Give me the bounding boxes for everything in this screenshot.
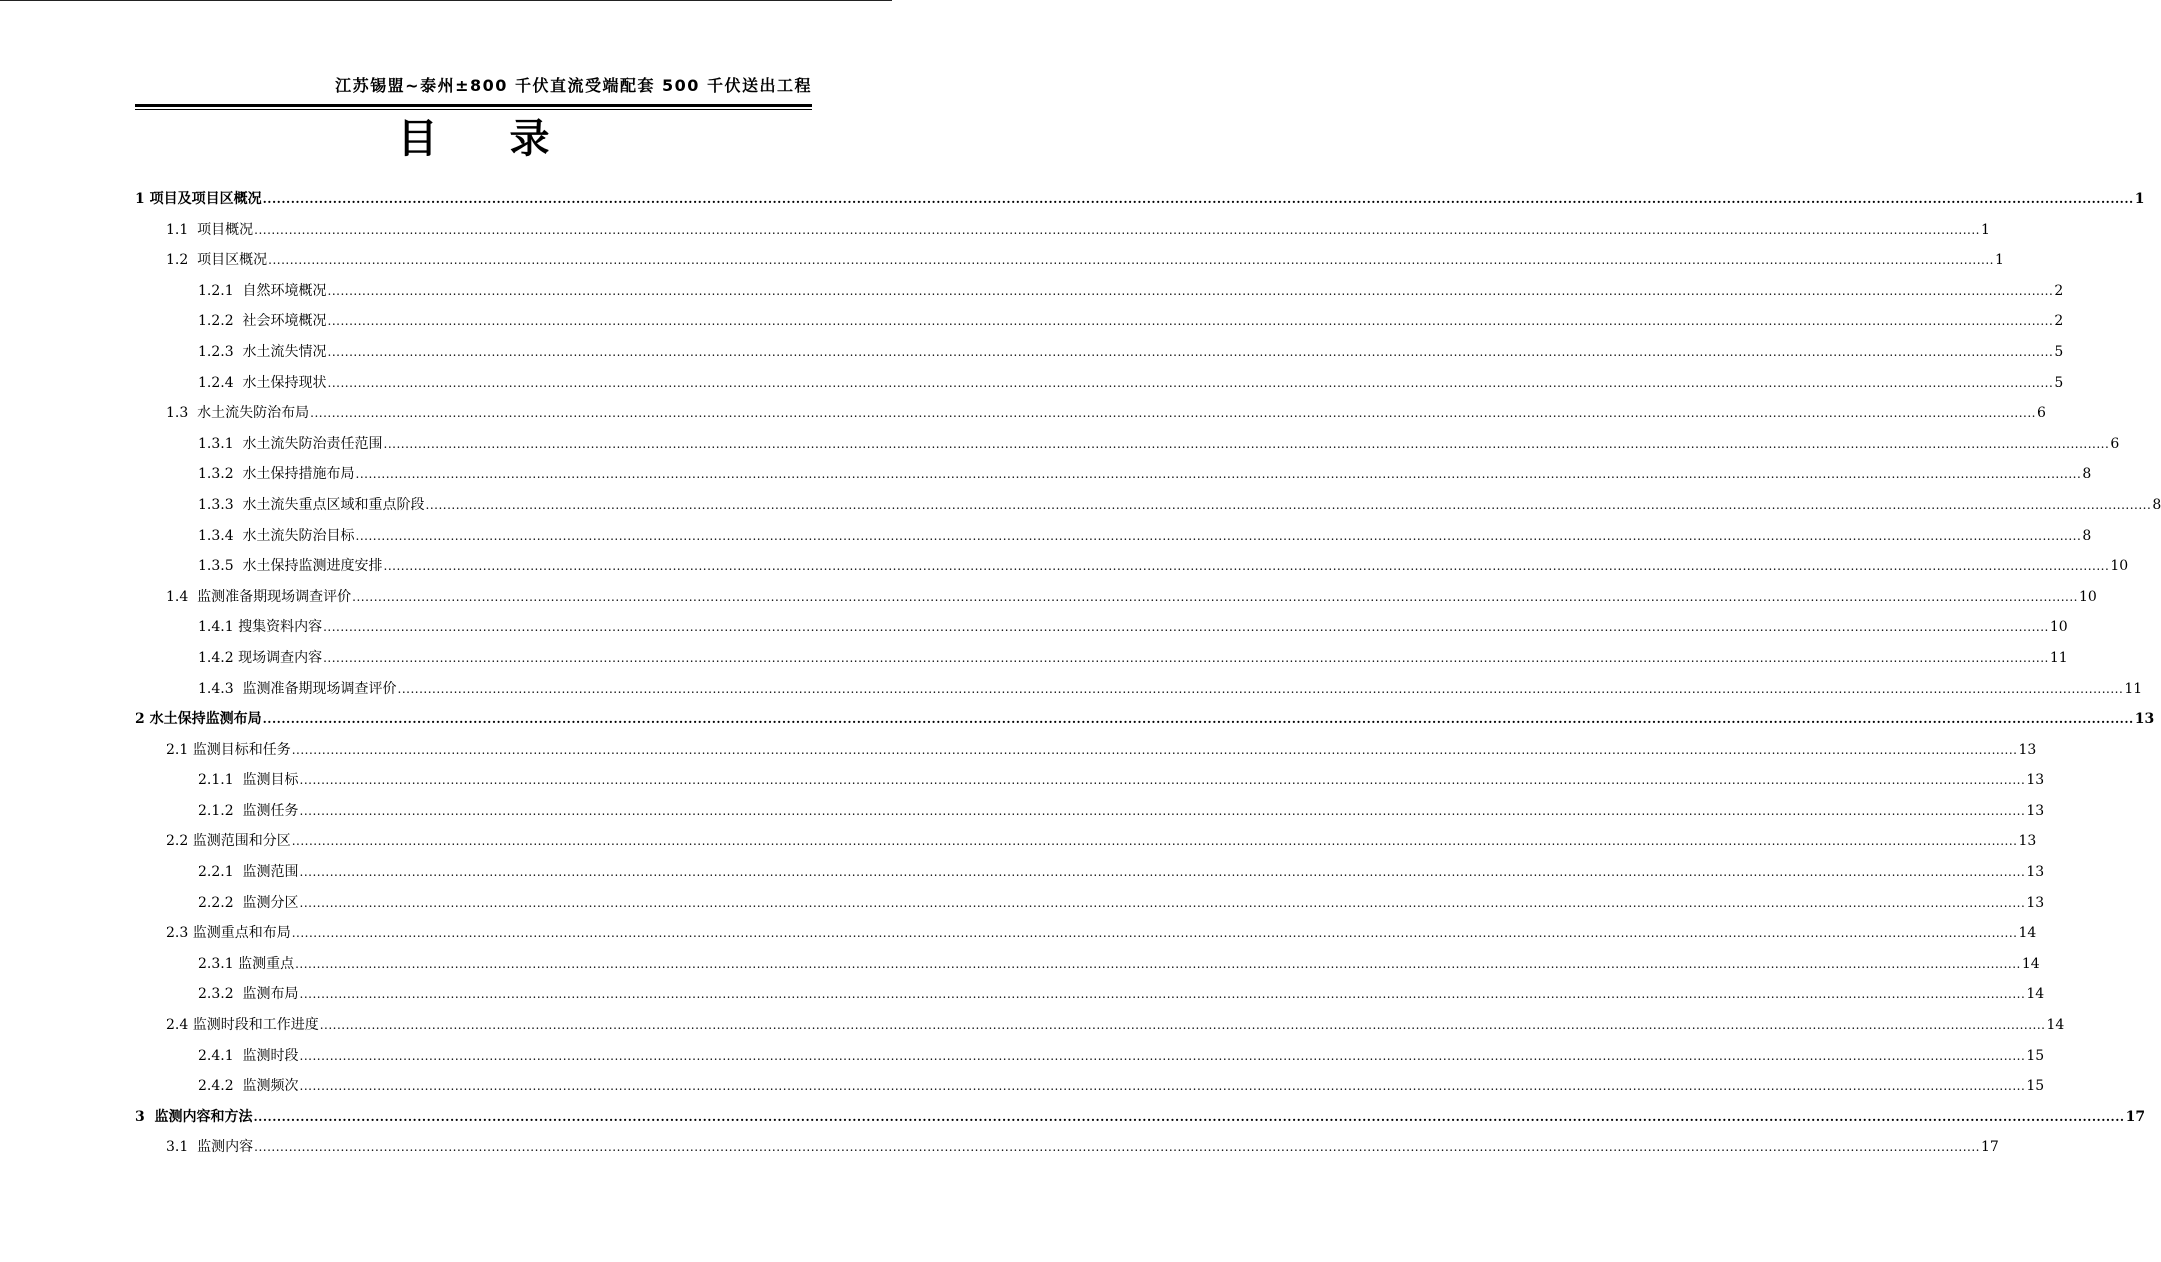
toc-entry-label: 水土流失情况	[242, 343, 327, 360]
toc-leader-dots: ................................................................................................................................................................................................................................................................................................................................................................................................................	[397, 681, 2124, 696]
toc-entry-page-number: 6	[2110, 435, 2120, 452]
toc-leader-dots: ................................................................................................................................................................................................................................................................................................................................................................................................................	[295, 956, 2021, 971]
toc-entry-separator	[234, 888, 243, 919]
toc-leader-dots: ................................................................................................................................................................................................................................................................................................................................................................................................................	[355, 528, 2082, 543]
toc-entry-label: 监测布局	[242, 986, 299, 1003]
toc-entry-separator	[188, 582, 197, 613]
toc-entry-separator	[145, 1102, 155, 1133]
toc-entry-page-number: 2	[2054, 282, 2064, 299]
toc-entry-page-number: 13	[2018, 833, 2037, 850]
toc-leader-dots: ................................................................................................................................................................................................................................................................................................................................................................................................................	[310, 406, 2036, 421]
toc-leader-dots: ................................................................................................................................................................................................................................................................................................................................................................................................................	[299, 1048, 2026, 1063]
toc-entry-separator	[188, 245, 197, 276]
toc-entry-page-number: 17	[2125, 1108, 2146, 1125]
toc-entry-label: 监测准备期现场调查评价	[242, 680, 397, 697]
toc-entry[interactable]	[135, 704, 2155, 735]
toc-leader-dots: ................................................................................................................................................................................................................................................................................................................................................................................................................	[327, 283, 2054, 298]
toc-entry-separator	[234, 521, 243, 552]
toc-entry-label: 监测范围	[242, 864, 299, 881]
toc-entry[interactable]	[135, 276, 2064, 307]
toc-entry-page-number: 14	[2018, 925, 2037, 942]
toc-leader-dots: ................................................................................................................................................................................................................................................................................................................................................................................................................	[299, 865, 2026, 880]
toc-entry-page-number: 10	[2110, 558, 2129, 575]
toc-entry-label: 监测任务	[242, 802, 299, 819]
toc-entry-page-number: 15	[2026, 1047, 2045, 1064]
toc-entry[interactable]	[135, 674, 2143, 705]
toc-leader-dots: ................................................................................................................................................................................................................................................................................................................................................................................................................	[323, 650, 2049, 665]
toc-entry-label: 水土流失防治布局	[197, 405, 310, 422]
toc-entry-label: 项目概况	[197, 221, 254, 238]
toc-entry-page-number: 11	[2124, 680, 2143, 697]
toc-entry[interactable]	[135, 398, 2046, 429]
toc-entry[interactable]	[135, 337, 2064, 368]
toc-entry-label: 社会环境概况	[242, 313, 327, 330]
toc-entry-label: 监测时段	[242, 1047, 299, 1064]
toc-entry-number: 3.1	[166, 1139, 189, 1156]
toc-leader-dots: ................................................................................................................................................................................................................................................................................................................................................................................................................	[268, 253, 1994, 268]
toc-entry-number: 2.4	[166, 1017, 189, 1034]
toc-entry-page-number: 13	[2026, 802, 2045, 819]
toc-entry-number: 1.3	[166, 405, 189, 422]
toc-entry-page-number: 13	[2026, 864, 2045, 881]
toc-entry-page-number: 13	[2026, 772, 2045, 789]
toc-entry-label: 现场调查内容	[238, 649, 323, 666]
toc-leader-dots: ................................................................................................................................................................................................................................................................................................................................................................................................................	[355, 467, 2082, 482]
toc-entry-page-number: 13	[2018, 741, 2037, 758]
toc-entry-page-number: 8	[2082, 527, 2092, 544]
toc-entry[interactable]	[135, 918, 2037, 949]
header-rule-thin	[135, 109, 812, 110]
toc-entry-page-number: 10	[2049, 619, 2068, 636]
toc-entry-separator	[188, 1132, 197, 1163]
toc-entry-number: 1.3.2	[198, 466, 234, 483]
toc-entry[interactable]	[135, 1041, 2045, 1072]
toc-entry-number: 1.3.4	[198, 527, 234, 544]
toc-entry-separator	[234, 979, 243, 1010]
toc-entry-label: 监测重点和布局	[192, 925, 291, 942]
toc-entry-page-number: 8	[2082, 466, 2092, 483]
toc-entry-separator	[234, 337, 243, 368]
toc-entry[interactable]	[135, 429, 2120, 460]
toc-leader-dots: ................................................................................................................................................................................................................................................................................................................................................................................................................	[327, 314, 2054, 329]
toc-leader-dots: ................................................................................................................................................................................................................................................................................................................................................................................................................	[253, 1109, 2125, 1124]
toc-entry[interactable]	[135, 551, 2129, 582]
toc-entry-number: 2.1	[166, 741, 189, 758]
toc-entry-label: 监测时段和工作进度	[192, 1017, 319, 1034]
toc-entry-page-number: 17	[1980, 1139, 1999, 1156]
toc-entry-page-number: 15	[2026, 1078, 2045, 1095]
toc-entry[interactable]	[135, 857, 2045, 888]
toc-leader-dots: ................................................................................................................................................................................................................................................................................................................................................................................................................	[323, 620, 2049, 635]
toc-entry-number: 1.2.2	[198, 313, 234, 330]
toc-leader-dots: ................................................................................................................................................................................................................................................................................................................................................................................................................	[291, 834, 2018, 849]
toc-leader-dots: ................................................................................................................................................................................................................................................................................................................................................................................................................	[425, 497, 2152, 512]
toc-entry-label: 监测准备期现场调查评价	[197, 588, 352, 605]
toc-leader-dots: ................................................................................................................................................................................................................................................................................................................................................................................................................	[291, 742, 2018, 757]
toc-entry-separator	[188, 215, 197, 246]
toc-entry-page-number: 1	[1980, 221, 1990, 238]
toc-entry-number: 1.2.3	[198, 343, 234, 360]
toc-entry[interactable]	[135, 245, 2004, 276]
toc-entry[interactable]	[135, 735, 2037, 766]
toc-entry-separator	[234, 796, 243, 827]
toc-entry-number: 2.3.1	[198, 955, 234, 972]
toc-leader-dots: ................................................................................................................................................................................................................................................................................................................................................................................................................	[319, 1018, 2046, 1033]
toc-entry-page-number: 14	[2026, 986, 2045, 1003]
toc-entry-page-number: 13	[2134, 711, 2155, 728]
toc-entry-number: 2.1.2	[198, 802, 234, 819]
header-rule-thick	[135, 104, 812, 107]
toc-entry-label: 水土流失防治责任范围	[242, 435, 383, 452]
toc-entry[interactable]	[135, 368, 2064, 399]
toc-entry-page-number: 5	[2054, 374, 2064, 391]
toc-entry-number: 1.4.2	[198, 649, 234, 666]
toc-entry-page-number: 14	[2046, 1017, 2065, 1034]
toc-entry-separator	[234, 276, 243, 307]
toc-entry[interactable]	[135, 1010, 2065, 1041]
toc-entry-number: 2	[135, 711, 145, 728]
toc-entry-separator	[234, 368, 243, 399]
toc-leader-dots: ................................................................................................................................................................................................................................................................................................................................................................................................................	[262, 192, 2134, 206]
toc-entry-number: 2.2.1	[198, 864, 234, 881]
toc-entry-number: 1.2.4	[198, 374, 234, 391]
toc-entry-separator	[234, 1071, 243, 1102]
toc-entry-label: 监测目标和任务	[192, 741, 291, 758]
toc-entry-label: 监测重点	[238, 955, 295, 972]
toc-entry-number: 1.3.1	[198, 435, 234, 452]
toc-entry[interactable]	[135, 490, 2161, 521]
toc-entry-separator	[234, 857, 243, 888]
toc-entry-separator	[188, 398, 197, 429]
toc-entry-page-number: 11	[2049, 649, 2068, 666]
toc-leader-dots: ................................................................................................................................................................................................................................................................................................................................................................................................................	[383, 559, 2110, 574]
toc-entry-label: 水土保持现状	[242, 374, 327, 391]
toc-entry[interactable]	[135, 826, 2037, 857]
toc-entry-label: 水土保持监测进度安排	[242, 558, 383, 575]
toc-entry[interactable]	[135, 979, 2045, 1010]
toc-entry-number: 2.4.2	[198, 1078, 234, 1095]
toc-entry-label: 项目及项目区概况	[149, 191, 262, 207]
table-of-contents	[135, 184, 2161, 1163]
page-top-border	[0, 0, 892, 1]
toc-leader-dots: ................................................................................................................................................................................................................................................................................................................................................................................................................	[291, 926, 2018, 941]
toc-entry-number: 1.4.3	[198, 680, 234, 697]
toc-leader-dots: ................................................................................................................................................................................................................................................................................................................................................................................................................	[327, 375, 2054, 390]
toc-entry-separator	[234, 490, 243, 521]
toc-entry[interactable]	[135, 215, 1990, 246]
toc-leader-dots: ................................................................................................................................................................................................................................................................................................................................................................................................................	[352, 589, 2078, 604]
toc-entry-separator	[234, 674, 243, 705]
toc-entry[interactable]	[135, 949, 2040, 980]
toc-entry-label: 水土保持监测布局	[149, 711, 262, 728]
toc-entry-number: 1.4.1	[198, 619, 234, 636]
toc-entry-number: 2.2.2	[198, 894, 234, 911]
toc-entry-page-number: 2	[2054, 313, 2064, 330]
toc-entry-number: 1.2.1	[198, 282, 234, 299]
toc-entry-number: 1.4	[166, 588, 189, 605]
toc-entry-number: 2.4.1	[198, 1047, 234, 1064]
toc-entry[interactable]	[135, 612, 2068, 643]
toc-entry[interactable]	[135, 1071, 2045, 1102]
toc-entry-separator	[234, 551, 243, 582]
toc-entry-number: 1	[135, 191, 145, 207]
toc-entry-label: 搜集资料内容	[238, 619, 323, 636]
toc-entry-label: 水土流失重点区域和重点阶段	[242, 496, 425, 513]
toc-entry-number: 1.1	[166, 221, 189, 238]
toc-entry-label: 项目区概况	[197, 252, 268, 269]
toc-entry-separator	[234, 1041, 243, 1072]
running-header: 江苏锡盟~泰州±800 千伏直流受端配套 500 千伏送出工程	[335, 76, 812, 95]
toc-leader-dots: ................................................................................................................................................................................................................................................................................................................................................................................................................	[383, 436, 2110, 451]
toc-entry-page-number: 1	[1994, 252, 2004, 269]
toc-entry[interactable]	[135, 643, 2068, 674]
toc-entry-number: 3	[135, 1108, 145, 1125]
toc-entry[interactable]	[135, 888, 2045, 919]
toc-entry[interactable]	[135, 306, 2064, 337]
toc-leader-dots: ................................................................................................................................................................................................................................................................................................................................................................................................................	[299, 895, 2026, 910]
toc-entry-label: 监测频次	[242, 1078, 299, 1095]
toc-leader-dots: ................................................................................................................................................................................................................................................................................................................................................................................................................	[299, 773, 2026, 788]
toc-entry-label: 监测内容和方法	[154, 1108, 253, 1125]
toc-entry-number: 2.2	[166, 833, 189, 850]
toc-entry-page-number: 5	[2054, 343, 2064, 360]
toc-entry[interactable]	[135, 582, 2097, 613]
toc-entry[interactable]	[135, 765, 2045, 796]
toc-leader-dots: ................................................................................................................................................................................................................................................................................................................................................................................................................	[299, 803, 2026, 818]
toc-entry[interactable]	[135, 796, 2045, 827]
toc-leader-dots: ................................................................................................................................................................................................................................................................................................................................................................................................................	[254, 1140, 1980, 1155]
toc-entry-separator	[234, 429, 243, 460]
toc-entry-label: 监测目标	[242, 772, 299, 789]
toc-entry-page-number: 6	[2036, 405, 2046, 422]
toc-entry[interactable]	[135, 184, 2145, 215]
toc-entry[interactable]	[135, 459, 2092, 490]
toc-entry-page-number: 14	[2021, 955, 2040, 972]
toc-entry-number: 1.2	[166, 252, 189, 269]
toc-entry-separator	[234, 306, 243, 337]
toc-leader-dots: ................................................................................................................................................................................................................................................................................................................................................................................................................	[254, 222, 1980, 237]
toc-entry-label: 水土流失防治目标	[242, 527, 355, 544]
toc-entry-page-number: 1	[2134, 191, 2145, 207]
toc-entry-label: 自然环境概况	[242, 282, 327, 299]
toc-entry-label: 水土保持措施布局	[242, 466, 355, 483]
toc-entry[interactable]	[135, 521, 2092, 552]
toc-leader-dots: ................................................................................................................................................................................................................................................................................................................................................................................................................	[299, 1079, 2026, 1094]
toc-leader-dots: ................................................................................................................................................................................................................................................................................................................................................................................................................	[327, 344, 2054, 359]
toc-leader-dots: ................................................................................................................................................................................................................................................................................................................................................................................................................	[262, 712, 2134, 727]
toc-entry-page-number: 8	[2152, 496, 2161, 513]
toc-entry[interactable]	[135, 1132, 1999, 1163]
toc-entry-separator	[234, 765, 243, 796]
toc-entry-label: 监测内容	[197, 1139, 254, 1156]
toc-entry-label: 监测分区	[242, 894, 299, 911]
toc-entry-number: 1.3.3	[198, 496, 234, 513]
toc-entry-number: 1.3.5	[198, 558, 234, 575]
toc-entry-page-number: 10	[2078, 588, 2097, 605]
toc-entry-number: 2.3.2	[198, 986, 234, 1003]
toc-entry[interactable]	[135, 1102, 2146, 1133]
toc-leader-dots: ................................................................................................................................................................................................................................................................................................................................................................................................................	[299, 987, 2026, 1002]
toc-title: 目录	[397, 116, 622, 162]
toc-entry-number: 2.1.1	[198, 772, 234, 789]
toc-entry-separator	[234, 459, 243, 490]
toc-entry-page-number: 13	[2026, 894, 2045, 911]
toc-entry-number: 2.3	[166, 925, 189, 942]
toc-entry-label: 监测范围和分区	[192, 833, 291, 850]
